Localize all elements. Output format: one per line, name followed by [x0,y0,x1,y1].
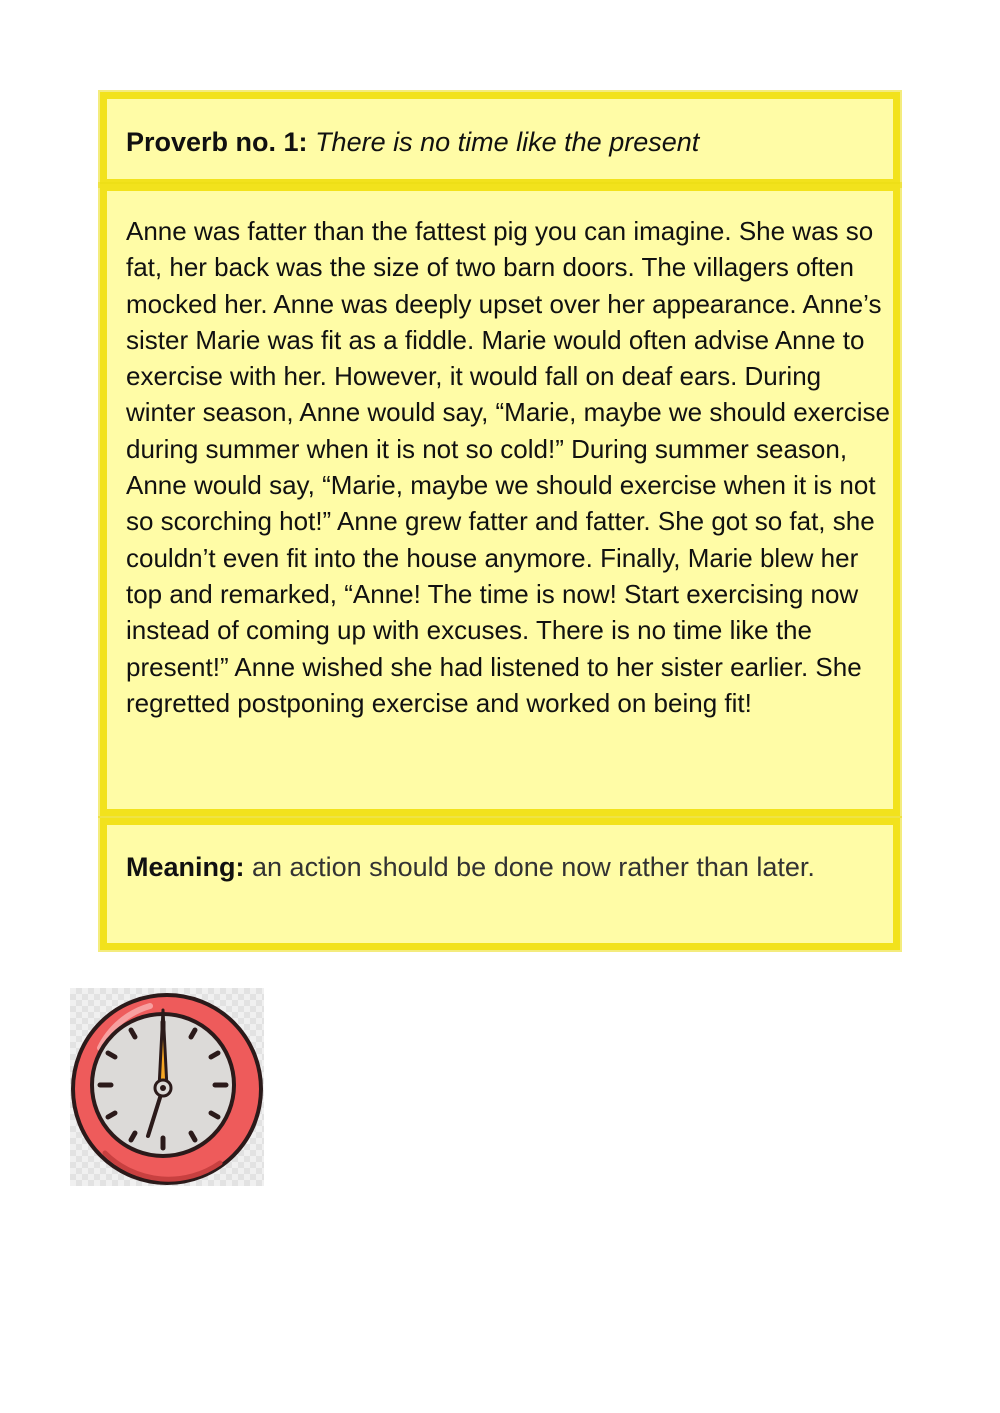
meaning-box [100,818,900,950]
meaning-paragraph [126,849,866,886]
meaning-label: Meaning: [126,852,245,882]
proverb-label: Proverb no. 1: [126,127,308,157]
clock-icon [70,988,264,1186]
proverb-title-box [100,92,900,186]
meaning-text: an action should be done now rather than later. [252,852,815,882]
proverb-heading [126,124,699,160]
proverb-text: There is no time like the present [315,127,700,157]
story-text: Anne was fatter than the fattest pig you can imagine. She was so fat, her back was the size of two barn doors. The villagers often mocked her. Anne was deeply upset over her appearance. Anne’s sister Marie was fit as a fiddle. Marie would often advise Anne to exercise with her. However, it would fall on deaf ears. During winter season, Anne would say, “Marie, maybe we should exercise during summer when it is not so cold!” During summer season, Anne would say, “Marie, maybe we should exercise when it is not so scorching hot!” Anne grew fatter and fatter. She got so fat, she couldn’t even fit into the house anymore. Finally, Marie blew her top and remarked, “Anne! The time is now! Start exercising now instead of coming up with excuses. There is no time like the present!” Anne wished she had listened to her sister earlier. She regretted postponing exercise and worked on being fit! [126,216,891,718]
clock-illustration [70,988,264,1186]
story-box [100,184,900,816]
